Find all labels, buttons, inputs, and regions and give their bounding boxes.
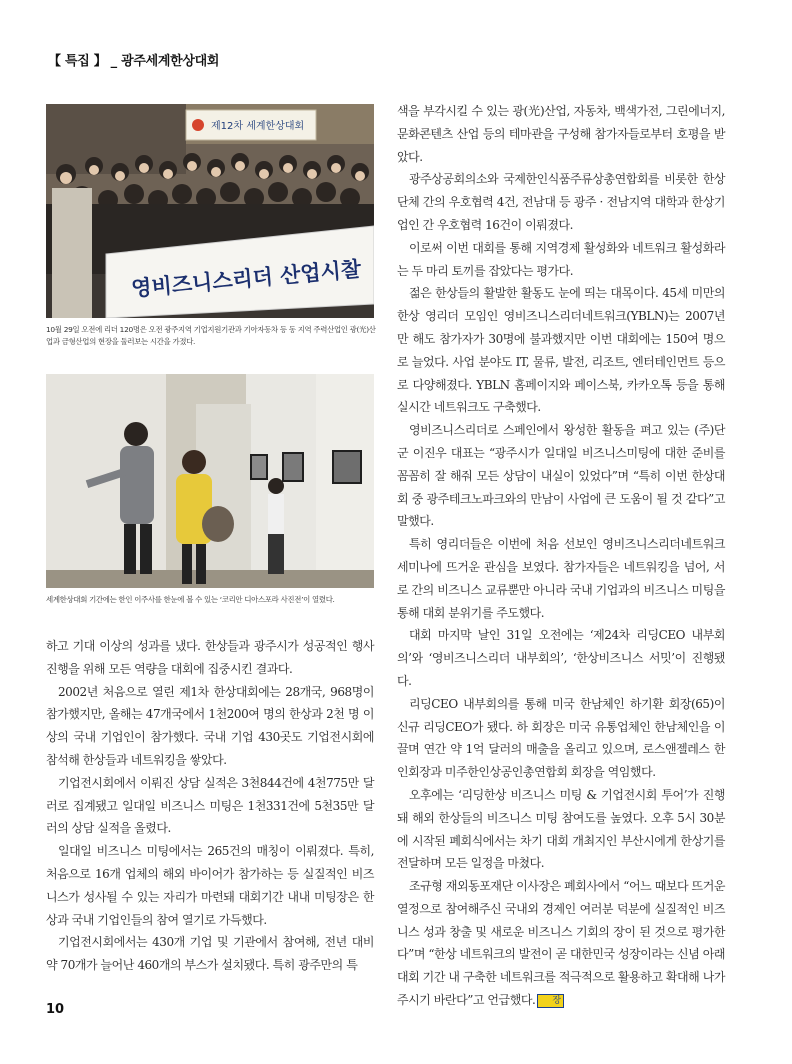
body-paragraph xyxy=(46,772,374,840)
end-mark-icon: 장 xyxy=(537,994,563,1008)
body-paragraph xyxy=(397,784,725,875)
body-paragraph xyxy=(397,693,725,784)
header-section-label: 특집 xyxy=(64,54,90,69)
paragraph-text: 광주상공회의소와 국제한인식품주류상총연합회를 비롯한 한상단체 간의 우호협력 4건, 전남대 등 광주 · 전남지역 대학과 한상기업인 간 우호협력 16건이 이뤄졌다. xyxy=(397,172,725,232)
right-text-column xyxy=(397,100,725,1012)
header-topic: 광주세계한상대회 xyxy=(121,54,220,69)
body-paragraph xyxy=(397,237,725,283)
paragraph-text: 조규형 재외동포재단 이사장은 폐회사에서 “어느 때보다 뜨거운 열정으로 참여해주신 국내외 경제인 여러분 덕분에 실질적인 비즈니스 성과 창출 및 새로운 비즈니스 기회의 장이 된 것으로 평가한다”며 “한상 네트워크의 발전이 곧 대한민국 성장이라는 신념 아래 대회 기간 내 구축한 네트워크를 적극적으로 활용하고 확대해 나가주시기 바란다”고 언급했다. xyxy=(397,879,725,1008)
exhibition-photo-diaspora xyxy=(46,374,374,588)
paragraph-text: 대회 마지막 날인 31일 오전에는 ‘제24차 리딩CEO 내부회의’와 ‘영비즈니스리더 내부회의’, ‘한상비즈니스 서밋’이 진행됐다. xyxy=(397,628,725,688)
paragraph-text: 일대일 비즈니스 미팅에서는 265건의 매칭이 이뤄졌다. 특히, 처음으로 16개 업체의 해외 바이어가 참가하는 등 실질적인 비즈니스가 성사될 수 있는 자리가 마련돼 대회기간 내내 미팅장은 한상과 국내 기업인들의 참여 열기로 가득했다. xyxy=(46,844,374,927)
group-photo-industrial-tour xyxy=(46,104,374,318)
body-paragraph xyxy=(46,931,374,977)
body-paragraph xyxy=(46,635,374,681)
paragraph-text: 하고 기대 이상의 성과를 냈다. 한상들과 광주시가 성공적인 행사 진행을 위해 모든 역량을 대회에 집중시킨 결과다. xyxy=(46,639,374,676)
body-paragraph xyxy=(46,681,374,772)
top-banner-text: 제12차 세계한상대회 xyxy=(211,121,305,132)
paragraph-text: 리딩CEO 내부회의를 통해 미국 한남체인 하기환 회장(65)이 신규 리딩CEO가 됐다. 하 회장은 미국 유통업체인 한남체인을 이끌며 연간 약 1억 달러의 매출을 올리고 있으며, 로스앤젤레스 한인회장과 미주한인상공인총연합회 회장을 역임했다. xyxy=(397,696,725,780)
page-number: 10 xyxy=(46,1002,65,1017)
body-paragraph xyxy=(46,840,374,931)
exhibition-photo-illustration xyxy=(46,374,374,588)
photo2-caption: 세계한상대회 기간에는 한인 이주사를 한눈에 볼 수 있는 ‘코리안 디아스포라 사진전’이 열렸다. xyxy=(46,595,335,604)
paragraph-text: 오후에는 ‘리딩한상 비즈니스 미팅 & 기업전시회 투어’가 진행돼 해외 한상들의 비즈니스 미팅 참여도를 높였다. 오후 5시 30분에 시작된 폐회식에서는 차기 대회 개최지인 부산시에게 한상기를 전달하며 모든 일정을 마쳤다. xyxy=(397,787,726,871)
left-text-column xyxy=(46,635,374,977)
header-separator: _ xyxy=(110,54,117,69)
body-paragraph xyxy=(397,875,725,1012)
body-paragraph xyxy=(397,533,725,624)
paragraph-text: 기업전시회에서 이뤄진 상담 실적은 3천844건에 4천775만 달러로 집계됐고 일대일 비즈니스 미팅은 1천331건에 5천35만 달러의 상담 실적을 올렸다. xyxy=(46,775,374,836)
body-paragraph xyxy=(397,100,725,168)
paragraph-text: 특히 영리더들은 이번에 처음 선보인 영비즈니스리더네트워크 세미나에 뜨거운 관심을 보였다. 참가자들은 네트워킹을 넘어, 서로 간의 비즈니스 교류뿐만 아니라 국내 기업과의 비즈니스 미팅을 통해 대회 분위기를 주도했다. xyxy=(397,537,725,620)
paragraph-text: 색을 부각시킬 수 있는 광(光)산업, 자동차, 백색가전, 그린에너지, 문화콘텐츠 산업 등의 테마관을 구성해 참가자들로부터 호평을 받았다. xyxy=(397,104,725,164)
group-photo-illustration xyxy=(46,104,374,318)
body-paragraph xyxy=(397,282,725,419)
paragraph-text: 2002년 처음으로 열린 제1차 한상대회에는 28개국, 968명이 참가했지만, 올해는 47개국에서 1천200여 명의 한상과 2천 명 이상의 국내 기업인이 참가했다. 국내 기업 430곳도 기업전시회에 참석해 한상들과 네트워킹을 쌓았다. xyxy=(46,684,374,767)
paragraph-text: 기업전시회에서는 430개 기업 및 기관에서 참여해, 전년 대비 약 70개가 늘어난 460개의 부스가 설치됐다. 특히 광주만의 특 xyxy=(46,935,374,973)
paragraph-text: 영비즈니스리더로 스페인에서 왕성한 활동을 펴고 있는 (주)단군 이진우 대표는 “광주시가 일대일 비즈니스미팅에 대한 준비를 꼼꼼히 잘 해줘 모든 상담이 내실이 있었다”며 “특히 이번 한상대회 중 광주테크노파크와의 만남이 사업에 큰 도움이 될 것 같다”고 말했다. xyxy=(397,423,725,529)
body-paragraph xyxy=(397,168,725,236)
photo1-caption: 10월 29일 오전에 리더 120명은 오전 광주지역 기업지원기관과 기아자동차 등 동 지역 주력산업인 광(光)산업과 금형산업의 현장을 둘러보는 시간을 가졌다. xyxy=(46,325,376,346)
paragraph-text: 젊은 한상들의 활발한 활동도 눈에 띄는 대목이다. 45세 미만의 한상 영리더 모임인 영비즈니스리더네트워크(YBLN)는 2007년만 해도 참가자가 30명에 불과했지만 이번 대회에는 150여 명으로 늘었다. 사업 분야도 IT, 물류, 발전, 리조트, 엔터테인먼트 등으로 다양해졌다. YBLN 홈페이지와 페이스북, 카카오톡 등을 통해 실시간 네트워크도 구축했다. xyxy=(397,286,725,415)
section-header xyxy=(48,50,219,69)
body-paragraph xyxy=(397,419,725,533)
header-bracket-open: 【 xyxy=(48,54,61,69)
body-paragraph xyxy=(397,624,725,692)
paragraph-text: 이로써 이번 대회를 통해 지역경제 활성화와 네트워크 활성화라는 두 마리 토끼를 잡았다는 평가다. xyxy=(397,240,725,278)
main-banner-text: 영비즈니스리더 산업시찰 xyxy=(130,256,363,301)
header-bracket-close: 】 xyxy=(93,54,107,69)
